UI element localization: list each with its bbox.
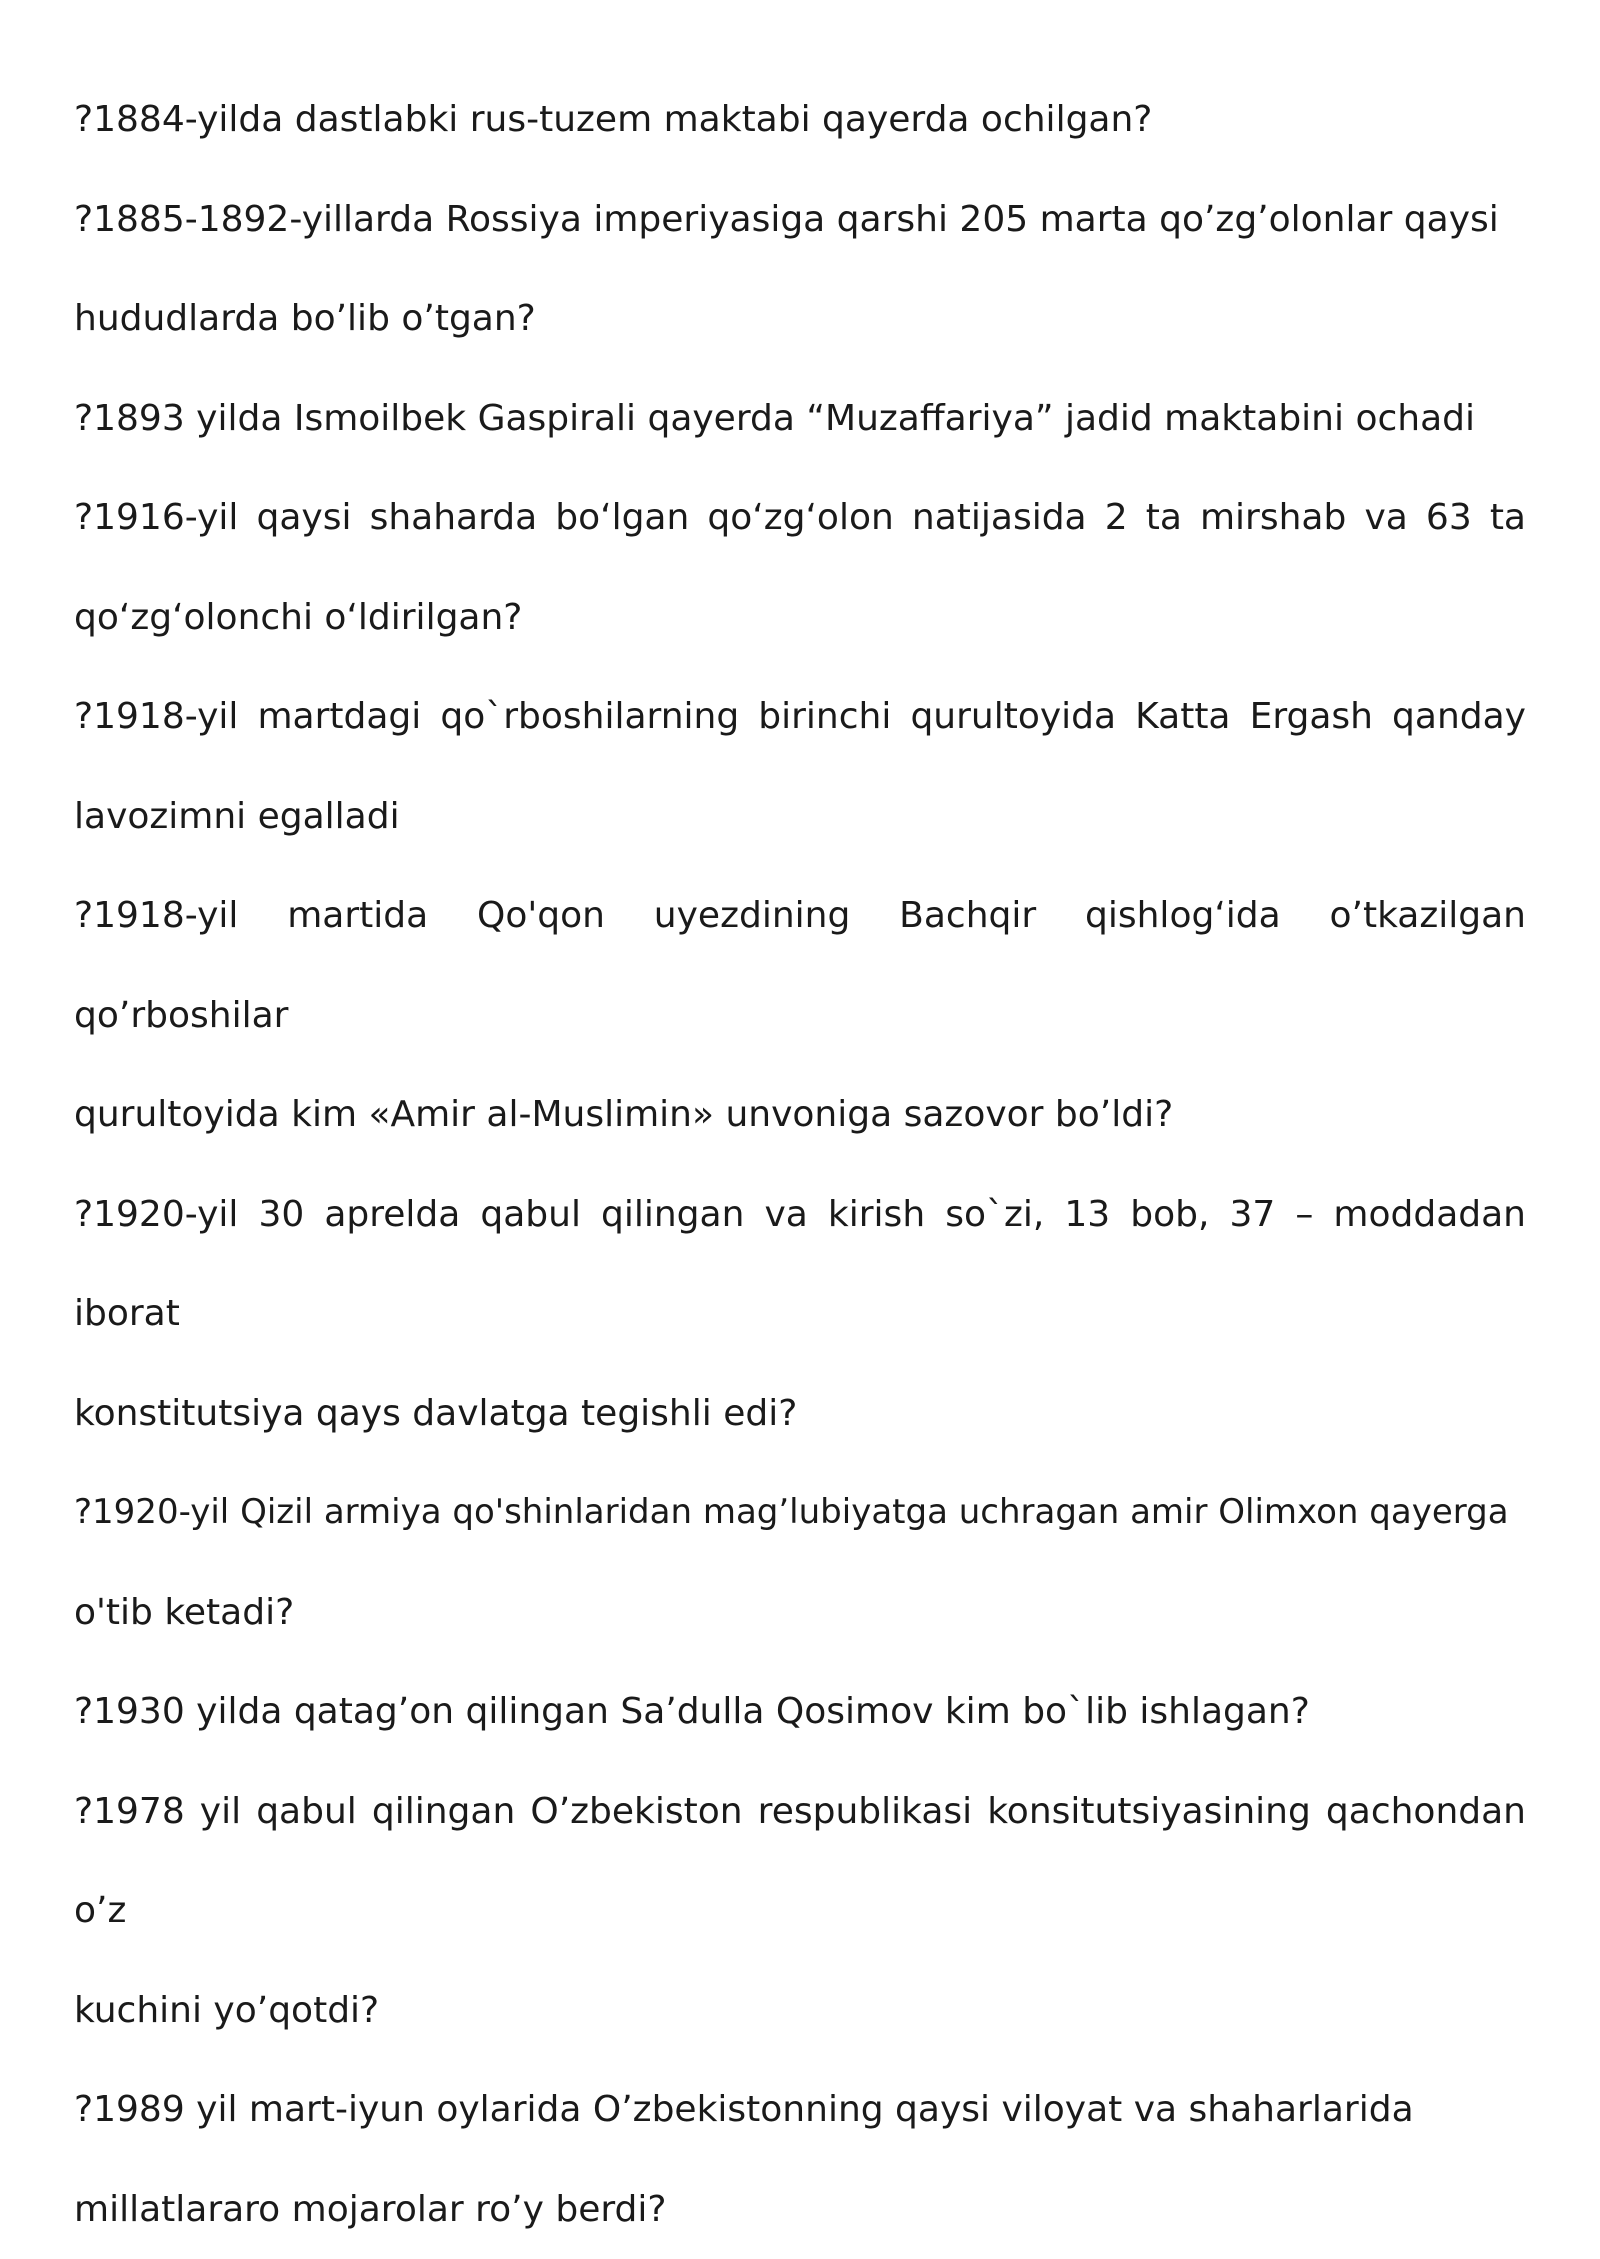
question-line: ?1930 yilda qatag’on qilingan Sa’dulla Qosimov kim bo`lib ishlagan?: [74, 1662, 1526, 1762]
question-line: millatlararo mojarolar ro’y berdi?: [74, 2160, 1526, 2259]
question-line: o'tib ketadi?: [74, 1563, 1526, 1663]
question-line: ?1885-1892-yillarda Rossiya imperiyasiga qarshi 205 marta qo’zg’olonlar qaysi: [74, 170, 1526, 270]
document-page: [74, 70, 1526, 2259]
question-item: [74, 866, 1526, 1165]
question-item: [74, 170, 1526, 369]
question-line: hududlarda bo’lib o’tgan?: [74, 269, 1526, 369]
question-line: ?1978 yil qabul qilingan O’zbekiston respublikasi konsitutsiyasining qachondan o’z: [74, 1762, 1526, 1961]
question-item: [74, 1762, 1526, 2061]
question-line: ?1918-yil martdagi qo`rboshilarning birinchi qurultoyida Katta Ergash qanday: [74, 667, 1526, 767]
question-line: ?1920-yil Qizil armiya qo'shinlaridan mag’lubiyatga uchragan amir Olimxon qayerga: [74, 1463, 1526, 1563]
question-item: [74, 2060, 1526, 2259]
question-line: ?1920-yil 30 aprelda qabul qilingan va kirish so`zi, 13 bob, 37 – moddadan iborat: [74, 1165, 1526, 1364]
question-line: ?1916-yil qaysi shaharda bo‘lgan qo‘zg‘olon natijasida 2 ta mirshab va 63 ta: [74, 468, 1526, 568]
question-list: [74, 70, 1526, 2259]
question-item: [74, 70, 1526, 170]
question-line: lavozimni egalladi: [74, 767, 1526, 867]
question-line: ?1884-yilda dastlabki rus-tuzem maktabi qayerda ochilgan?: [74, 70, 1526, 170]
question-line: qo‘zg‘olonchi o‘ldirilgan?: [74, 568, 1526, 668]
question-line: konstitutsiya qays davlatga tegishli edi?: [74, 1364, 1526, 1464]
question-line: kuchini yo’qotdi?: [74, 1961, 1526, 2061]
question-item: [74, 369, 1526, 469]
question-item: [74, 1165, 1526, 1464]
question-item: [74, 667, 1526, 866]
question-item: [74, 1662, 1526, 1762]
question-line: ?1989 yil mart-iyun oylarida O’zbekistonning qaysi viloyat va shaharlarida: [74, 2060, 1526, 2160]
question-line: ?1918-yil martida Qo'qon uyezdining Bachqir qishlog‘ida o’tkazilgan qo’rboshilar: [74, 866, 1526, 1065]
question-line: qurultoyida kim «Amir al-Muslimin» unvoniga sazovor bo’ldi?: [74, 1065, 1526, 1165]
question-item: [74, 468, 1526, 667]
question-item: [74, 1463, 1526, 1662]
question-line: ?1893 yilda Ismoilbek Gaspirali qayerda “Muzaffariya” jadid maktabini ochadi: [74, 369, 1526, 469]
